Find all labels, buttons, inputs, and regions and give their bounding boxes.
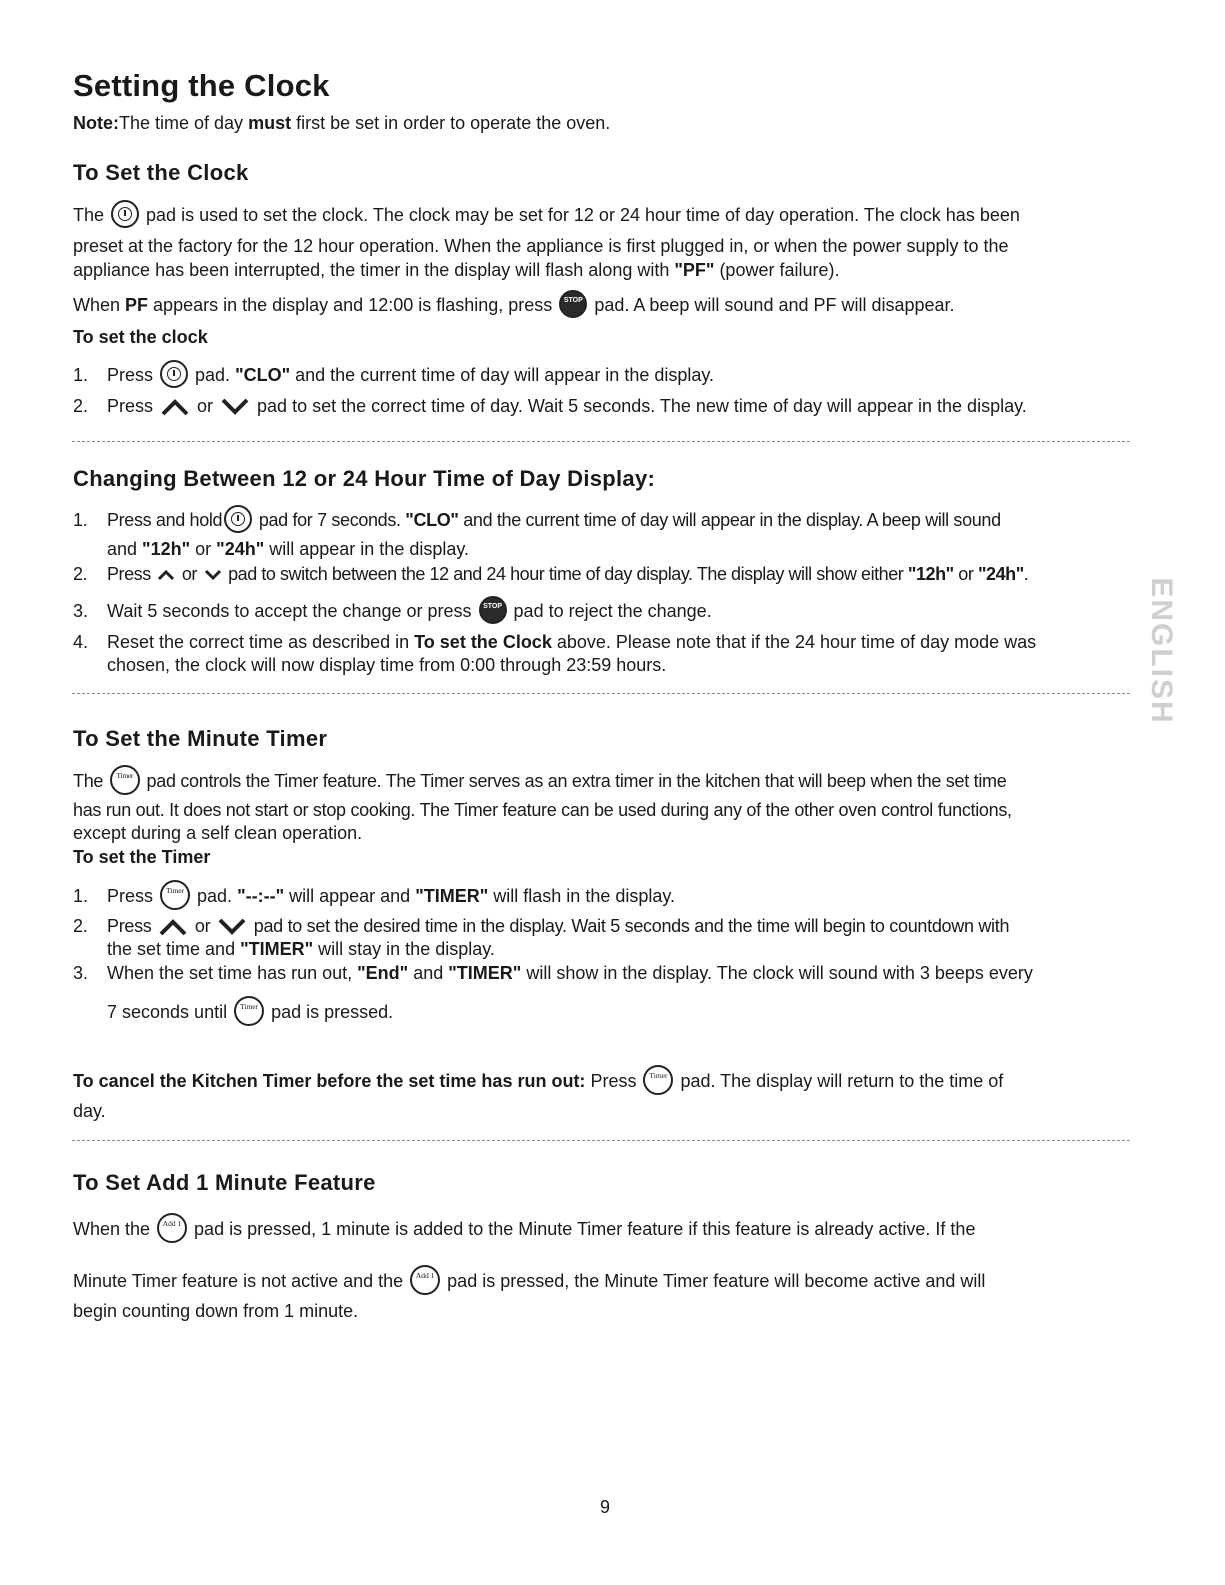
timer-step-1: 1. Press Timer pad. "--:--" will appear and "TIMER" will flash in the display. <box>73 882 675 912</box>
section-heading-add-minute: To Set Add 1 Minute Feature <box>73 1170 376 1195</box>
add-minute-para-line1: When the Add 1 pad is pressed, 1 minute is added to the Minute Timer feature if this feature is already active. If the <box>73 1215 975 1245</box>
clock-pad-icon <box>160 360 188 388</box>
clock-pad-icon <box>224 505 252 533</box>
change-step-1-line2: and "12h" or "24h" will appear in the display. <box>107 539 470 559</box>
down-arrow-icon <box>204 569 222 581</box>
change-step-2: 2. Press or pad to switch between the 12 and 24 hour time of day display. The display will show either "12h" or "24h". <box>73 564 1029 584</box>
language-side-tab: ENGLISH <box>1145 577 1178 725</box>
section-heading-set-clock: To Set the Clock <box>73 160 249 185</box>
timer-pad-icon: Timer <box>643 1065 673 1095</box>
change-step-4-line2: chosen, the clock will now display time from 0:00 through 23:59 hours. <box>107 655 667 675</box>
down-arrow-icon <box>220 398 250 416</box>
timer-pad-icon: Timer <box>110 765 140 795</box>
set-clock-para1-line3: appliance has been interrupted, the timer in the display will flash along with "PF" (power failure). <box>73 260 840 280</box>
set-clock-para1-line2: preset at the factory for the 12 hour operation. When the appliance is first plugged in, or when the power supply to the <box>73 236 1009 256</box>
set-clock-para2: When PF appears in the display and 12:00 is flashing, press STOP pad. A beep will sound and PF will disappear. <box>73 292 955 320</box>
divider <box>72 441 1130 442</box>
page-title: Setting the Clock <box>73 68 330 103</box>
change-step-3: 3. Wait 5 seconds to accept the change or press STOP pad to reject the change. <box>73 598 712 626</box>
set-clock-step-2: 2. Press or pad to set the correct time of day. Wait 5 seconds. The new time of day will appear in the display. <box>73 396 1027 416</box>
divider <box>72 1140 1130 1141</box>
add-minute-pad-icon: Add 1 <box>157 1213 187 1243</box>
set-clock-para1-line1: The pad is used to set the clock. The clock may be set for 12 or 24 hour time of day operation. The clock has been <box>73 202 1020 230</box>
up-arrow-icon <box>160 398 190 416</box>
cancel-timer-line1: To cancel the Kitchen Timer before the set time has run out: Press Timer pad. The display will return to the time of <box>73 1067 1003 1097</box>
add-minute-para-line2: Minute Timer feature is not active and the Add 1 pad is pressed, the Minute Timer feature will become active and will <box>73 1267 985 1297</box>
down-arrow-icon <box>217 918 247 936</box>
note: Note:The time of day must first be set in order to operate the oven. <box>73 113 611 133</box>
timer-subheading: To set the Timer <box>73 847 211 867</box>
change-step-4: 4. Reset the correct time as described in To set the Clock above. Please note that if the 24 hour time of day mode was <box>73 632 1037 652</box>
timer-para-line2: has run out. It does not start or stop cooking. The Timer feature can be used during any of the other oven control functions, <box>73 800 1012 820</box>
timer-step-2: 2. Press or pad to set the desired time in the display. Wait 5 seconds and the time will begin to countdown with <box>73 916 1010 936</box>
clock-pad-icon <box>111 200 139 228</box>
up-arrow-icon <box>158 918 188 936</box>
add-minute-pad-icon: Add 1 <box>410 1265 440 1295</box>
timer-step-3-line2: 7 seconds until Timer pad is pressed. <box>107 998 393 1028</box>
section-heading-minute-timer: To Set the Minute Timer <box>73 726 328 751</box>
stop-clear-pad-icon: STOP <box>559 290 587 318</box>
set-clock-subheading: To set the clock <box>73 327 208 347</box>
page-number: 9 <box>600 1497 611 1517</box>
timer-pad-icon: Timer <box>160 880 190 910</box>
add-minute-para-line3: begin counting down from 1 minute. <box>73 1301 359 1321</box>
timer-step-2-line2: the set time and "TIMER" will stay in the display. <box>107 939 495 959</box>
timer-para-line3: except during a self clean operation. <box>73 823 363 843</box>
timer-para-line1: The Timer pad controls the Timer feature. The Timer serves as an extra timer in the kitchen that will beep when the set time <box>73 767 1006 797</box>
set-clock-step-1: 1. Press pad. "CLO" and the current time of day will appear in the display. <box>73 362 714 390</box>
section-heading-12-24: Changing Between 12 or 24 Hour Time of Day Display: <box>73 466 656 491</box>
up-arrow-icon <box>157 569 175 581</box>
cancel-timer-line2: day. <box>73 1101 106 1121</box>
divider <box>72 693 1130 694</box>
timer-step-3: 3. When the set time has run out, "End" and "TIMER" will show in the display. The clock will sound with 3 beeps every <box>73 963 1033 983</box>
timer-pad-icon: Timer <box>234 996 264 1026</box>
change-step-1: 1. Press and hold pad for 7 seconds. "CLO" and the current time of day will appear in the display. A beep will sound <box>73 507 1001 535</box>
stop-clear-pad-icon: STOP <box>479 596 507 624</box>
